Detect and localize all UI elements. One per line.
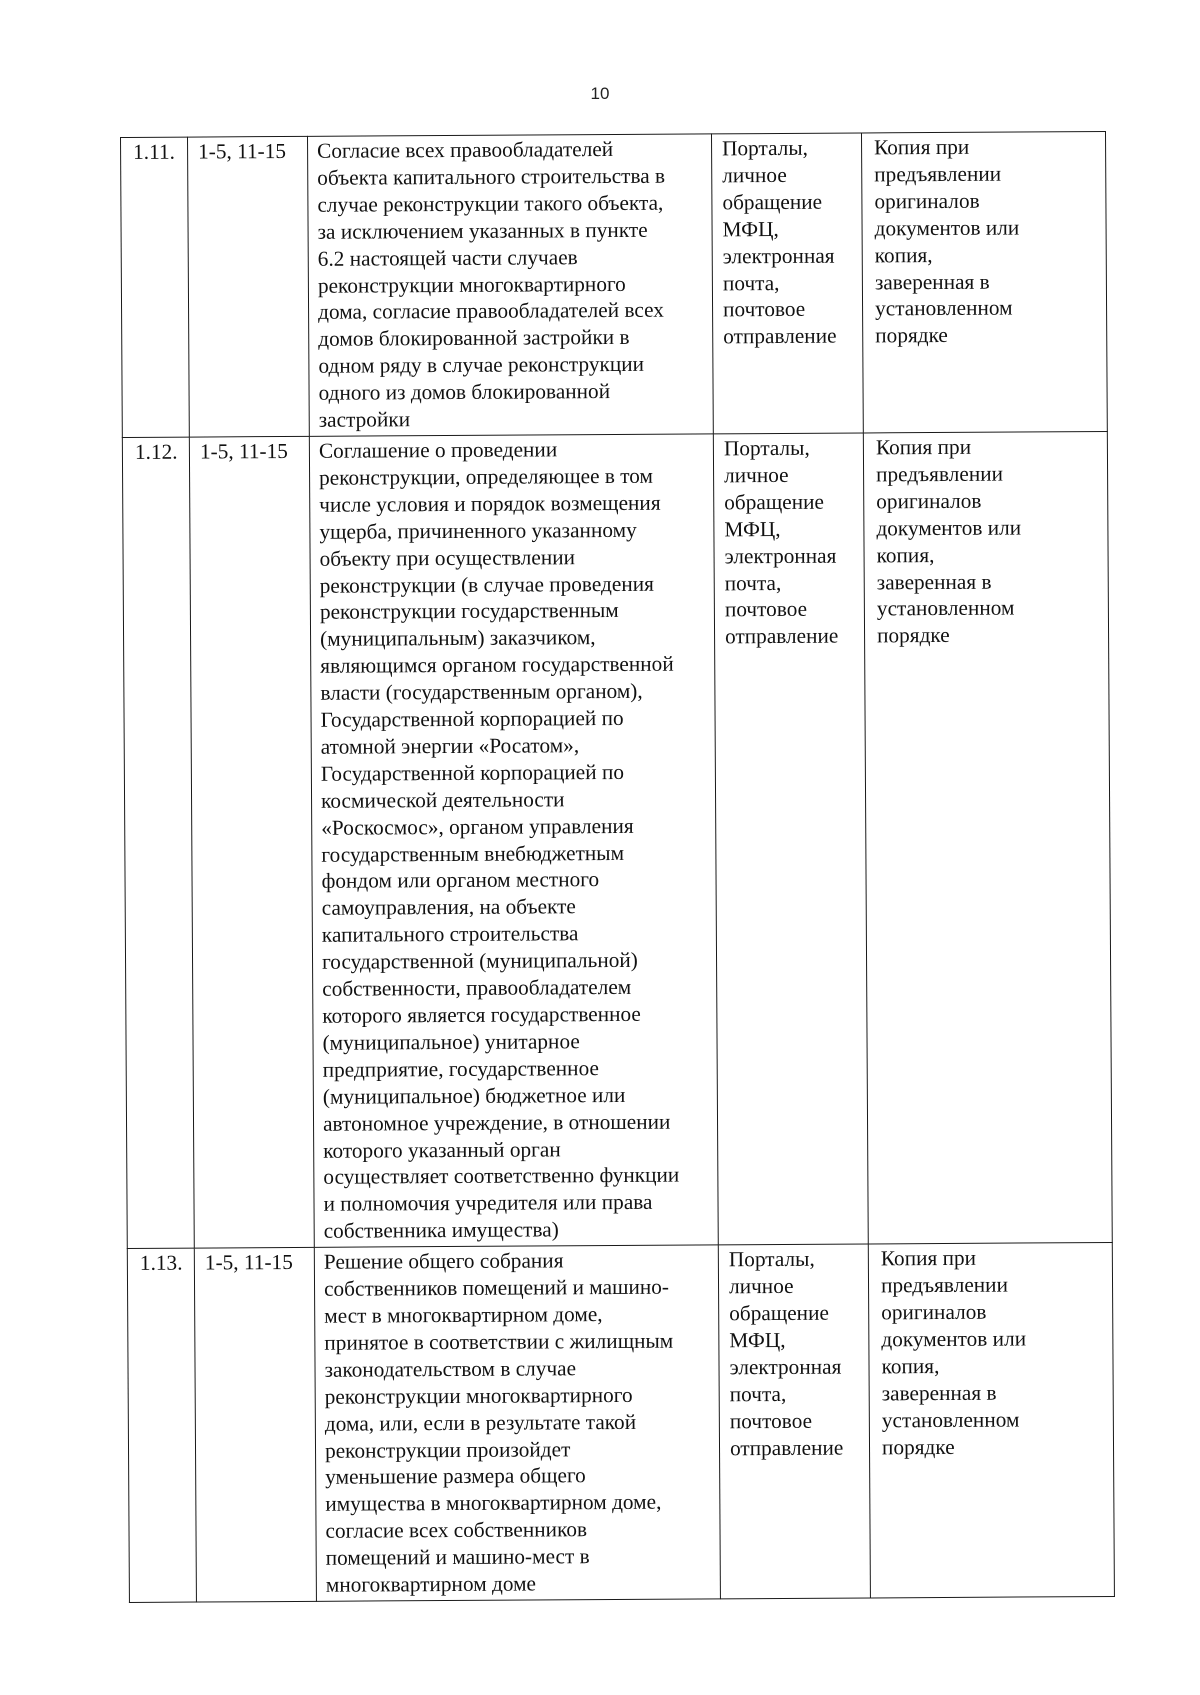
documents-table-body xyxy=(121,131,1115,1602)
cell-text-line: собственности, правообладателем xyxy=(322,974,632,1001)
cell-text-line: согласие всех собственников xyxy=(325,1517,588,1543)
table-row xyxy=(121,131,1108,437)
cell-text-line: отправление xyxy=(723,323,837,349)
cell-text-line: законодательством в случае xyxy=(324,1356,577,1382)
cell-text-line: 6.2 настоящей части случаев xyxy=(317,244,578,271)
cell-text-line: электронная xyxy=(722,243,835,268)
cell-text-line: которого является государственное xyxy=(322,1001,641,1028)
cell-text-line: реконструкции многоквартирного xyxy=(324,1382,633,1409)
cell-text-line: дома, согласие правообладателей всех xyxy=(318,298,664,325)
cell-text-line: предъявлении xyxy=(874,161,1002,187)
cell-text-line: личное xyxy=(722,162,787,188)
row-number-cell: 1.11. xyxy=(121,137,190,437)
cell-text-line: копия, xyxy=(881,1353,940,1379)
cell-text-line: фондом или органом местного xyxy=(321,867,600,894)
cell-text-line: документов или xyxy=(881,1326,1027,1352)
cell-text-line: порядке xyxy=(876,623,950,648)
table-row xyxy=(122,431,1112,1248)
cell-text-line: государственным внебюджетным xyxy=(321,840,625,867)
cell-text-line: многоквартирном доме xyxy=(325,1571,537,1597)
cell-text-line: реконструкции государственным xyxy=(319,598,619,625)
cell-text-line: МФЦ, xyxy=(724,516,781,542)
cell-text-line: почта, xyxy=(722,270,780,295)
cell-text-line: документов или xyxy=(874,215,1020,241)
cell-text-line: (муниципальным) заказчиком, xyxy=(319,625,596,652)
cell-text-line: автономное учреждение, в отношении xyxy=(322,1109,671,1136)
cell-text-line: реконструкции (в случае проведения xyxy=(319,571,654,598)
cell-text-line: застройки xyxy=(318,407,411,432)
cell-text-line: личное xyxy=(724,462,789,488)
cell-text-line: «Роскосмос», органом управления xyxy=(321,813,634,840)
cell-text-line: Решение общего собрания xyxy=(323,1248,564,1274)
cell-text-line: Копия при xyxy=(875,434,972,460)
cell-text-line: объекта капитального строительства в xyxy=(317,163,666,190)
cell-text-line: атомной энергии «Росатом», xyxy=(320,733,580,759)
cell-text-line: (муниципальное) унитарное xyxy=(322,1029,580,1055)
cell-text-line: личное xyxy=(728,1273,794,1299)
cell-text-line: реконструкции, определяющее в том xyxy=(319,463,654,490)
cell-text-line: мест в многоквартирном доме, xyxy=(324,1302,603,1328)
cell-text-line: порядке xyxy=(875,323,948,348)
cell-text-line: копия, xyxy=(874,242,933,268)
cell-text-line: власти (государственным органом), xyxy=(320,678,643,705)
documents-table xyxy=(120,131,1115,1603)
cell-text-line: собственников помещений и машино- xyxy=(323,1274,670,1301)
cell-text-line: числе условия и порядок возмещения xyxy=(319,490,661,517)
cell-text-line: оригиналов xyxy=(876,488,982,514)
cell-text-line: предприятие, государственное xyxy=(322,1055,599,1082)
table-row xyxy=(127,1243,1114,1603)
cell-text-line: самоуправления, на объекте xyxy=(321,894,576,921)
cell-text-line: документов или xyxy=(876,515,1022,541)
cell-text-line: порядке xyxy=(881,1434,955,1459)
submission-channels-cell xyxy=(713,433,868,1245)
applicant-codes-cell: 1-5, 11-15 xyxy=(189,436,314,1248)
cell-text-line: объекту при осуществлении xyxy=(319,544,576,571)
cell-text-line: электронная xyxy=(729,1354,842,1380)
cell-text-line: помещений и машино-мест в xyxy=(325,1544,590,1570)
submission-channels-cell xyxy=(711,133,863,434)
cell-text-line: осуществляет соответственно функции xyxy=(323,1163,680,1190)
cell-text-line: почтовое xyxy=(724,597,808,622)
submission-channels-cell xyxy=(718,1244,870,1599)
cell-text-line: Порталы, xyxy=(722,135,809,161)
cell-text-line: почта, xyxy=(724,570,782,595)
applicant-codes-cell: 1-5, 11-15 xyxy=(188,136,310,437)
cell-text-line: обращение xyxy=(724,489,825,515)
cell-text-line: являющимся органом государственной xyxy=(320,651,674,679)
cell-text-line: Порталы, xyxy=(728,1246,815,1272)
cell-text-line: одном ряду в случае реконструкции xyxy=(318,352,645,379)
cell-text-line: Соглашение о проведении xyxy=(318,437,558,463)
cell-text-line: оригиналов xyxy=(874,188,980,214)
cell-text-line: имущества в многоквартирном доме, xyxy=(325,1490,662,1517)
cell-text-line: собственника имущества) xyxy=(323,1217,559,1244)
cell-text-line: заверенная в xyxy=(874,269,990,294)
cell-text-line: электронная xyxy=(724,543,837,568)
document-description-cell xyxy=(309,434,718,1248)
cell-text-line: Порталы, xyxy=(723,435,810,461)
cell-text-line: обращение xyxy=(729,1300,829,1326)
cell-text-line: заверенная в xyxy=(881,1380,997,1406)
cell-text-line: почта, xyxy=(729,1381,787,1406)
cell-text-line: МФЦ, xyxy=(722,216,779,242)
cell-text-line: реконструкции произойдет xyxy=(324,1436,571,1463)
page-number: 10 xyxy=(590,84,610,103)
cell-text-line: отправление xyxy=(724,623,839,649)
cell-text-line: случае реконструкции такого объекта, xyxy=(317,190,664,217)
cell-text-line: установленном xyxy=(874,295,1013,321)
cell-text-line: предъявлении xyxy=(880,1272,1009,1298)
cell-text-line: за исключением указанных в пункте xyxy=(317,217,648,244)
cell-text-line: дома, или, если в результате такой xyxy=(324,1409,637,1436)
document-description-cell xyxy=(307,134,713,436)
cell-text-line: предъявлении xyxy=(876,461,1004,487)
cell-text-line: государственной (муниципальной) xyxy=(321,948,638,974)
cell-text-line: установленном xyxy=(881,1407,1020,1432)
cell-text-line: принятое в соответствии с жилищным xyxy=(324,1328,674,1355)
applicant-codes-cell: 1-5, 11-15 xyxy=(194,1247,316,1602)
cell-text-line: Государственной корпорацией по xyxy=(320,759,625,786)
cell-text-line: ущерба, причиненного указанному xyxy=(319,517,637,544)
row-number-cell: 1.12. xyxy=(122,437,194,1249)
document-form-cell xyxy=(863,431,1112,1244)
document-form-cell xyxy=(868,1243,1114,1598)
cell-text-line: домов блокированной застройки в xyxy=(318,325,630,352)
cell-text-line: Копия при xyxy=(880,1245,977,1271)
cell-text-line: отправление xyxy=(729,1435,844,1460)
row-number-cell: 1.13. xyxy=(127,1248,196,1602)
cell-text-line: Государственной корпорацией по xyxy=(320,705,624,732)
cell-text-line: почтовое xyxy=(722,297,806,322)
cell-text-line: заверенная в xyxy=(876,569,992,594)
cell-text-line: (муниципальное) бюджетное или xyxy=(322,1082,626,1109)
cell-text-line: обращение xyxy=(722,189,823,215)
cell-text-line: оригиналов xyxy=(881,1299,987,1325)
cell-text-line: реконструкции многоквартирного xyxy=(317,271,626,298)
document-form-cell xyxy=(861,131,1107,432)
cell-text-line: уменьшение размера общего xyxy=(325,1463,586,1490)
document-description-cell xyxy=(314,1245,720,1601)
cell-text-line: копия, xyxy=(876,542,935,567)
cell-text-line: космической деятельности xyxy=(320,787,565,813)
cell-text-line: и полномочия учредителя или права xyxy=(323,1190,653,1217)
cell-text-line: которого указанный орган xyxy=(323,1136,561,1163)
cell-text-line: МФЦ, xyxy=(729,1327,786,1353)
cell-text-line: Копия при xyxy=(874,134,970,160)
cell-text-line: одного из домов блокированной xyxy=(318,379,611,405)
cell-text-line: капитального строительства xyxy=(321,921,579,948)
cell-text-line: почтовое xyxy=(729,1408,813,1433)
cell-text-line: установленном xyxy=(876,595,1015,621)
cell-text-line: Согласие всех правообладателей xyxy=(317,136,614,163)
